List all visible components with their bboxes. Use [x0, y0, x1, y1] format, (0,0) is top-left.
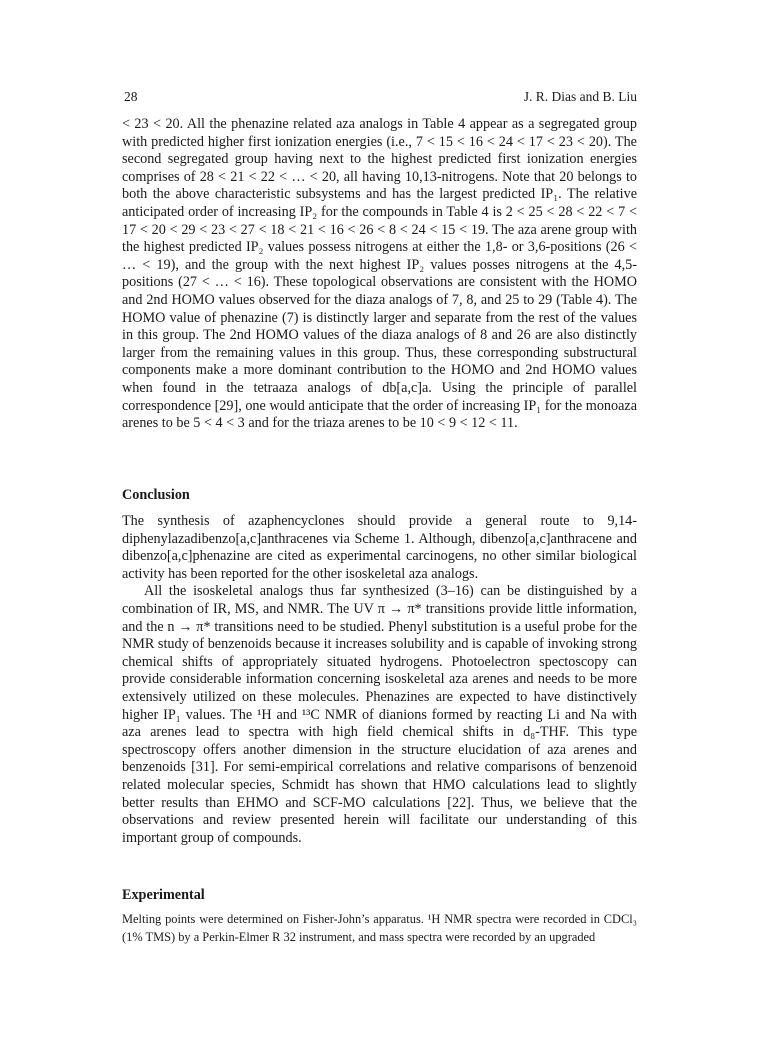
page-number: 28	[124, 89, 138, 104]
ionization-energy-paragraph: < 23 < 20. All the phenazine related aza analogs in Table 4 appear as a segregated group with predicted higher first ionization energies (i.e., 7 < 15 < 16 < 24 < 17 < 23 < 20). The second segregated group having next to the highest predicted first ionization energies comprises of 28 < 21 < 22 < … < 20, all having 10,13-nitrogens. Note that 20 belongs to both the above characteristic subsystems and has the largest predicted IP₁. The relative anticipated order of increasing IP₂ for the compounds in Table 4 is 2 < 25 < 28 < 22 < 7 < 17 < 20 < 29 < 23 < 27 < 18 < 21 < 16 < 26 < 8 < 24 < 15 < 19. The aza arene group with the highest predicted IP₂ values possess nitrogens at either the 1,8- or 3,6-positions (26 < … < 19), and the group with the next highest IP₂ values posses nitrogens at the 4,5-positions (27 < … < 16). These topological observations are consistent with the HOMO and 2nd HOMO values observed for the diaza analogs of 7, 8, and 25 to 29 (Table 4). The HOMO value of phenazine (7) is distinctly larger and separate from the rest of the values in this group. The 2nd HOMO values of the diaza analogs of 8 and 26 are also distinctly larger from the remaining values in this group. Thus, these corresponding substructural components make a more dominant contribution to the HOMO and 2nd HOMO values when found in the tetraaza analogs of db[a,c]a. Using the principle of parallel correspondence [29], one would anticipate that the order of increasing IP₁ for the monoaza arenes to be 5 < 4 < 3 and for the triaza arenes to be 10 < 9 < 12 < 11.	[122, 116, 637, 432]
experimental-heading: Experimental	[122, 887, 205, 903]
experimental-section	[122, 910, 637, 947]
results-discussion-section	[122, 116, 637, 433]
conclusion-section	[122, 513, 637, 847]
experimental-paragraph: Melting points were determined on Fisher-John’s apparatus. ¹H NMR spectra were recorded in CDCl₃ (1% TMS) by a Perkin-Elmer R 32 instrument, and mass spectra were recorded by an upgraded	[122, 912, 637, 945]
conclusion-paragraph-1: The synthesis of azaphencyclones should provide a general route to 9,14-diphenylazadibenzo[a,c]anthracenes via Scheme 1. Although, dibenzo[a,c]anthracene and dibenzo[a,c]phenazine are cited as experimental carcinogens, no other similar biological activity has been reported for the other isoskeletal aza analogs.	[122, 513, 637, 582]
running-header-authors: J. R. Dias and B. Liu	[523, 89, 637, 104]
conclusion-paragraph-2: All the isoskeletal analogs thus far synthesized (3–16) can be distinguished by a combination of IR, MS, and NMR. The UV π → π* transitions provide little information, and the n → π* transitions need to be studied. Phenyl substitution is a useful probe for the NMR study of benzenoids because it increases solubility and is capable of invoking strong chemical shifts of appropriately situated hydrogens. Photoelectron spectoscopy can provide considerable information concerning isoskeletal aza arenes and needs to be more extensively utilized on these molecules. Phenazines are expected to have distinctively higher IP₁ values. The ¹H and ¹³C NMR of dianions formed by reacting Li and Na with aza arenes lead to spectra with high field chemical shifts in d₈-THF. This type spectroscopy offers another dimension in the structure elucidation of aza arenes and benzenoids [31]. For semi-empirical correlations and relative comparisons of benzenoid related molecular species, Schmidt has shown that HMO calculations lead to slightly better results than EHMO and SCF-MO calculations [22]. Thus, we believe that the observations and review presented herein will facilitate our understanding of this important group of compounds.	[122, 583, 637, 846]
conclusion-heading: Conclusion	[122, 487, 190, 503]
